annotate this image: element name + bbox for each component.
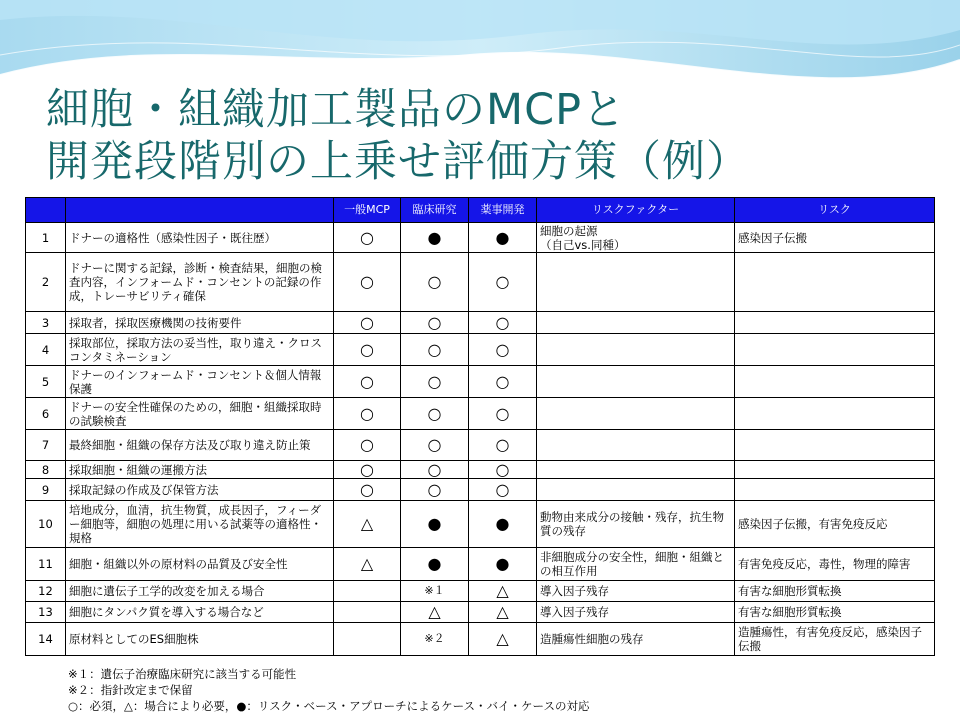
row-general-mcp: △ bbox=[334, 548, 401, 581]
header-risk-factor: リスクファクター bbox=[537, 198, 735, 223]
row-regulatory: ○ bbox=[469, 334, 537, 366]
row-clinical: △ bbox=[401, 602, 469, 623]
table-row bbox=[26, 398, 935, 430]
row-general-mcp: ○ bbox=[334, 479, 401, 501]
row-general-mcp: ○ bbox=[334, 223, 401, 253]
row-general-mcp: ○ bbox=[334, 334, 401, 366]
row-number: 8 bbox=[26, 461, 66, 479]
row-regulatory: △ bbox=[469, 623, 537, 656]
row-clinical: ○ bbox=[401, 312, 469, 334]
table-row bbox=[26, 430, 935, 461]
header-clinical-research: 臨床研究 bbox=[401, 198, 469, 223]
header-general-mcp: 一般MCP bbox=[334, 198, 401, 223]
row-clinical: ○ bbox=[401, 398, 469, 430]
row-item: 細胞に遺伝子工学的改変を加える場合 bbox=[66, 581, 334, 602]
row-regulatory: ● bbox=[469, 223, 537, 253]
row-clinical: ● bbox=[401, 223, 469, 253]
row-item: 培地成分，血清，抗生物質，成長因子，フィーダー細胞等，細胞の処理に用いる試薬等の適格性・規格 bbox=[66, 501, 334, 548]
row-risk bbox=[735, 398, 935, 430]
row-risk-factor bbox=[537, 479, 735, 501]
row-regulatory: ○ bbox=[469, 253, 537, 312]
row-risk-factor: 細胞の起源 （自己vs.同種） bbox=[537, 223, 735, 253]
table-row bbox=[26, 501, 935, 548]
row-risk-factor bbox=[537, 461, 735, 479]
row-risk bbox=[735, 366, 935, 398]
row-general-mcp: ○ bbox=[334, 366, 401, 398]
table-row bbox=[26, 312, 935, 334]
row-clinical: ○ bbox=[401, 334, 469, 366]
row-general-mcp bbox=[334, 602, 401, 623]
table-header-row bbox=[26, 198, 935, 223]
row-regulatory: ○ bbox=[469, 398, 537, 430]
page-title bbox=[46, 84, 750, 188]
table-row bbox=[26, 223, 935, 253]
evaluation-table bbox=[25, 197, 935, 656]
row-number: 4 bbox=[26, 334, 66, 366]
row-clinical: ※１ bbox=[401, 581, 469, 602]
row-general-mcp: ○ bbox=[334, 312, 401, 334]
footnote-2: ※２：指針改定まで保留 bbox=[68, 683, 193, 697]
row-regulatory: ● bbox=[469, 548, 537, 581]
row-risk-factor: 造腫瘍性細胞の残存 bbox=[537, 623, 735, 656]
row-number: 5 bbox=[26, 366, 66, 398]
row-risk bbox=[735, 253, 935, 312]
row-general-mcp bbox=[334, 623, 401, 656]
row-item: ドナーの適格性（感染性因子・既往歴） bbox=[66, 223, 334, 253]
row-clinical: ○ bbox=[401, 430, 469, 461]
row-risk-factor: 非細胞成分の安全性，細胞・組織との相互作用 bbox=[537, 548, 735, 581]
row-risk bbox=[735, 461, 935, 479]
row-number: 9 bbox=[26, 479, 66, 501]
row-regulatory: ● bbox=[469, 501, 537, 548]
row-risk: 感染因子伝搬，有害免疫反応 bbox=[735, 501, 935, 548]
row-item: ドナーのインフォームド・コンセント＆個人情報保護 bbox=[66, 366, 334, 398]
row-risk bbox=[735, 334, 935, 366]
row-clinical: ○ bbox=[401, 366, 469, 398]
row-regulatory: ○ bbox=[469, 461, 537, 479]
row-number: 6 bbox=[26, 398, 66, 430]
table-row bbox=[26, 366, 935, 398]
header-regulatory-development: 薬事開発 bbox=[469, 198, 537, 223]
table-row bbox=[26, 334, 935, 366]
row-item: ドナーに関する記録，診断・検査結果，細胞の検査内容，インフォームド・コンセントの記録の作成，トレーサビリティ確保 bbox=[66, 253, 334, 312]
row-risk: 造腫瘍性，有害免疫反応，感染因子伝搬 bbox=[735, 623, 935, 656]
row-number: 13 bbox=[26, 602, 66, 623]
row-item: 採取記録の作成及び保管方法 bbox=[66, 479, 334, 501]
header-item bbox=[66, 198, 334, 223]
table-row bbox=[26, 479, 935, 501]
row-general-mcp bbox=[334, 581, 401, 602]
row-risk: 有害な細胞形質転換 bbox=[735, 602, 935, 623]
footnote-legend: ○：必須，△：場合により必要，●：リスク・ベース・アプローチによるケース・バイ・ケースの対応 bbox=[68, 699, 590, 713]
row-item: 細胞にタンパク質を導入する場合など bbox=[66, 602, 334, 623]
row-risk-factor: 導入因子残存 bbox=[537, 602, 735, 623]
row-risk-factor bbox=[537, 253, 735, 312]
row-risk bbox=[735, 430, 935, 461]
row-general-mcp: ○ bbox=[334, 398, 401, 430]
row-item: 原材料としてのES細胞株 bbox=[66, 623, 334, 656]
row-general-mcp: ○ bbox=[334, 430, 401, 461]
row-general-mcp: △ bbox=[334, 501, 401, 548]
row-item: 採取者，採取医療機関の技術要件 bbox=[66, 312, 334, 334]
table-row bbox=[26, 623, 935, 656]
row-risk-factor: 導入因子残存 bbox=[537, 581, 735, 602]
row-risk: 有害免疫反応，毒性，物理的障害 bbox=[735, 548, 935, 581]
row-risk-factor bbox=[537, 366, 735, 398]
row-clinical: ○ bbox=[401, 253, 469, 312]
row-item: 採取細胞・組織の運搬方法 bbox=[66, 461, 334, 479]
table-row bbox=[26, 461, 935, 479]
table-row bbox=[26, 253, 935, 312]
row-regulatory: ○ bbox=[469, 430, 537, 461]
row-risk-factor: 動物由来成分の接触・残存，抗生物質の残存 bbox=[537, 501, 735, 548]
row-regulatory: △ bbox=[469, 581, 537, 602]
title-line-1: 細胞・組織加工製品のMCPと bbox=[46, 85, 627, 135]
row-number: 14 bbox=[26, 623, 66, 656]
row-risk-factor bbox=[537, 398, 735, 430]
row-number: 12 bbox=[26, 581, 66, 602]
row-risk bbox=[735, 312, 935, 334]
header-risk: リスク bbox=[735, 198, 935, 223]
header-no bbox=[26, 198, 66, 223]
row-risk-factor bbox=[537, 430, 735, 461]
row-regulatory: ○ bbox=[469, 366, 537, 398]
row-number: 1 bbox=[26, 223, 66, 253]
table-row bbox=[26, 548, 935, 581]
row-item: 採取部位，採取方法の妥当性，取り違え・クロスコンタミネーション bbox=[66, 334, 334, 366]
row-regulatory: ○ bbox=[469, 479, 537, 501]
row-risk bbox=[735, 479, 935, 501]
row-risk-factor bbox=[537, 334, 735, 366]
row-item: 最終細胞・組織の保存方法及び取り違え防止策 bbox=[66, 430, 334, 461]
row-clinical: ※２ bbox=[401, 623, 469, 656]
row-number: 10 bbox=[26, 501, 66, 548]
title-line-2: 開発段階別の上乗せ評価方策（例） bbox=[46, 137, 750, 187]
row-risk: 有害な細胞形質転換 bbox=[735, 581, 935, 602]
row-general-mcp: ○ bbox=[334, 461, 401, 479]
row-number: 3 bbox=[26, 312, 66, 334]
row-clinical: ○ bbox=[401, 461, 469, 479]
row-number: 2 bbox=[26, 253, 66, 312]
row-risk: 感染因子伝搬 bbox=[735, 223, 935, 253]
row-regulatory: △ bbox=[469, 602, 537, 623]
row-clinical: ● bbox=[401, 548, 469, 581]
footnotes bbox=[68, 666, 589, 714]
footnote-1: ※１：遺伝子治療臨床研究に該当する可能性 bbox=[68, 667, 297, 681]
row-item: ドナーの安全性確保のための，細胞・組織採取時の試験検査 bbox=[66, 398, 334, 430]
row-clinical: ○ bbox=[401, 479, 469, 501]
row-general-mcp: ○ bbox=[334, 253, 401, 312]
row-item: 細胞・組織以外の原材料の品質及び安全性 bbox=[66, 548, 334, 581]
row-number: 7 bbox=[26, 430, 66, 461]
row-clinical: ● bbox=[401, 501, 469, 548]
table-row bbox=[26, 581, 935, 602]
row-number: 11 bbox=[26, 548, 66, 581]
row-regulatory: ○ bbox=[469, 312, 537, 334]
table-row bbox=[26, 602, 935, 623]
row-risk-factor bbox=[537, 312, 735, 334]
